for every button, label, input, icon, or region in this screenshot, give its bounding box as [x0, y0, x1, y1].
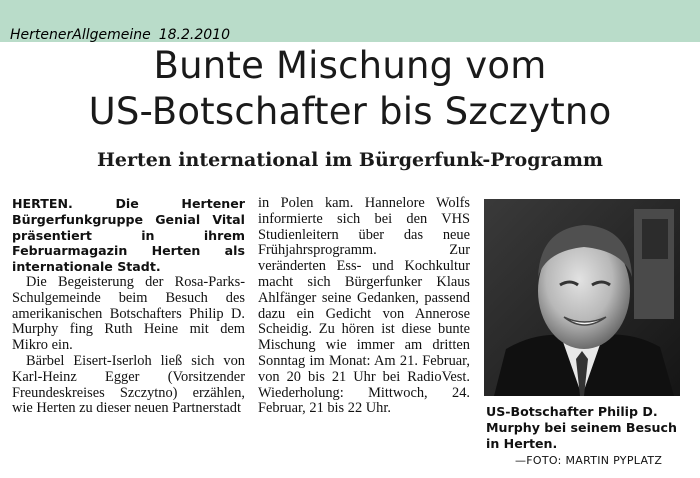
article-paragraph-2-end: in Polen kam. Hannelore Wolfs informierte sich bei den VHS Studienleitern über das neue Frühjahrsprogramm. Zur veränderten Ess- und Kochkultur macht sich Bürgerfunker Klaus Ahlfänger seine Gedanken, passend dazu ein Gedicht von Annerose Scheidig. Zu hören ist diese bunte Mischung wie immer am dritten Sonntag im Monat: Am 21. Februar, von 20 bis 21 Uhr bei RadioVest. Wiederholung: Mittwoch, 24. Februar, 21 bis 22 Uhr.	[258, 195, 470, 417]
article-column-2	[258, 196, 470, 417]
article-lead	[12, 196, 245, 275]
portrait-photo	[484, 199, 680, 396]
photo-caption: US-Botschafter Philip D. Murphy bei seinem Besuch in Herten.	[486, 404, 677, 451]
newspaper-name: HertenerAllgemeine	[10, 27, 151, 43]
portrait-illustration	[484, 199, 680, 396]
article-column-1	[12, 196, 245, 417]
headline-line-2: US-Botschafter bis Szczytno	[88, 90, 612, 133]
source-line	[10, 27, 230, 43]
publication-date: 18.2.2010	[158, 27, 230, 43]
dateline: HERTEN.	[12, 196, 73, 211]
photo-credit: —FOTO: MARTIN PYPLATZ	[515, 454, 663, 467]
article-paragraph-2-start: Bärbel Eisert-Iserloh ließ sich von Karl-Heinz Egger (Vorsitzender Freundeskreises Szczytno) erzählen, wie Herten zu dieser neuen Partnerstadt	[12, 352, 245, 417]
lead-text: Die Hertener Bürgerfunkgruppe Genial Vital präsentiert in ihrem Februarmagazin Herten als internationale Stadt.	[12, 196, 245, 275]
article-paragraph-1: Die Begeisterung der Rosa-Parks-Schulgemeinde beim Besuch des amerikanischen Botschafters Philip D. Murphy fing Ruth Heine mit dem Mikro ein.	[12, 273, 245, 354]
headline-line-1: Bunte Mischung vom	[153, 44, 547, 87]
subheadline: Herten international im Bürgerfunk-Programm	[96, 149, 604, 171]
